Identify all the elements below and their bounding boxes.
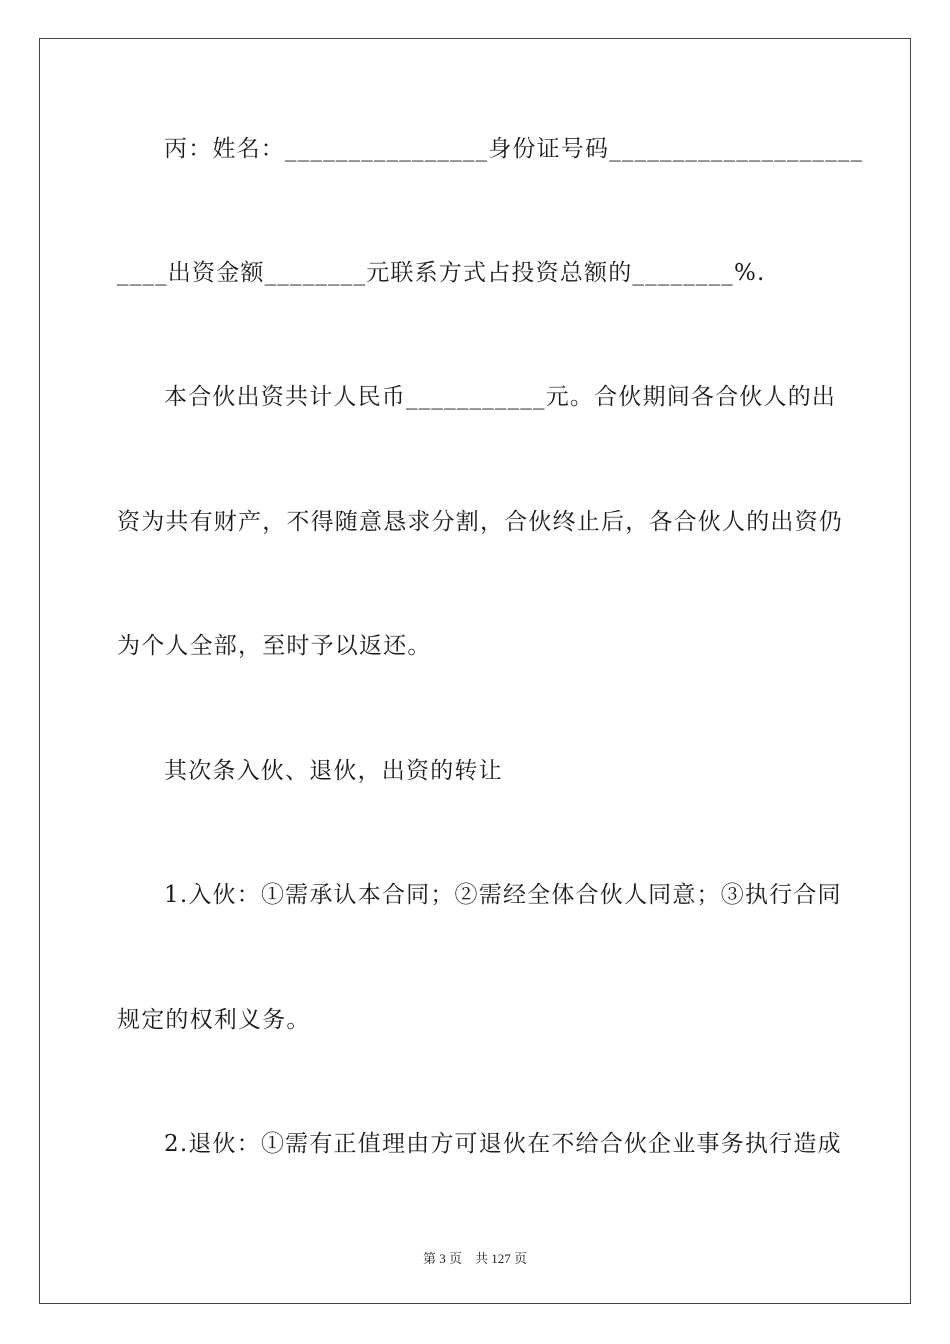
partner-c-capital-line: ____出资金额________元联系方式占投资总额的________%.	[117, 260, 766, 286]
total-capital-paragraph-line-1: 本合伙出资共计人民币___________元。合伙期间各合伙人的出	[164, 384, 837, 410]
partner-c-name-id-line: 丙：姓名：________________身份证号码____________________	[164, 136, 864, 162]
page-border	[39, 38, 911, 1304]
joining-clause-line-2: 规定的权利义务。	[117, 1007, 311, 1033]
total-capital-paragraph-line-3: 为个人全部，至时予以返还。	[117, 633, 432, 659]
total-capital-paragraph-line-2: 资为共有财产，不得随意恳求分割，合伙终止后，各合伙人的出资仍	[117, 509, 843, 535]
joining-clause-line-1: 1.入伙：①需承认本合同；②需经全体合伙人同意；③执行合同	[164, 882, 842, 908]
page-number-footer: 第 3 页 共 127 页	[422, 1251, 527, 1266]
section-heading: 其次条入伙、退伙，出资的转让	[164, 758, 503, 784]
withdrawal-clause-line-1: 2.退伙：①需有正值理由方可退伙在不给合伙企业事务执行造成	[164, 1131, 842, 1157]
